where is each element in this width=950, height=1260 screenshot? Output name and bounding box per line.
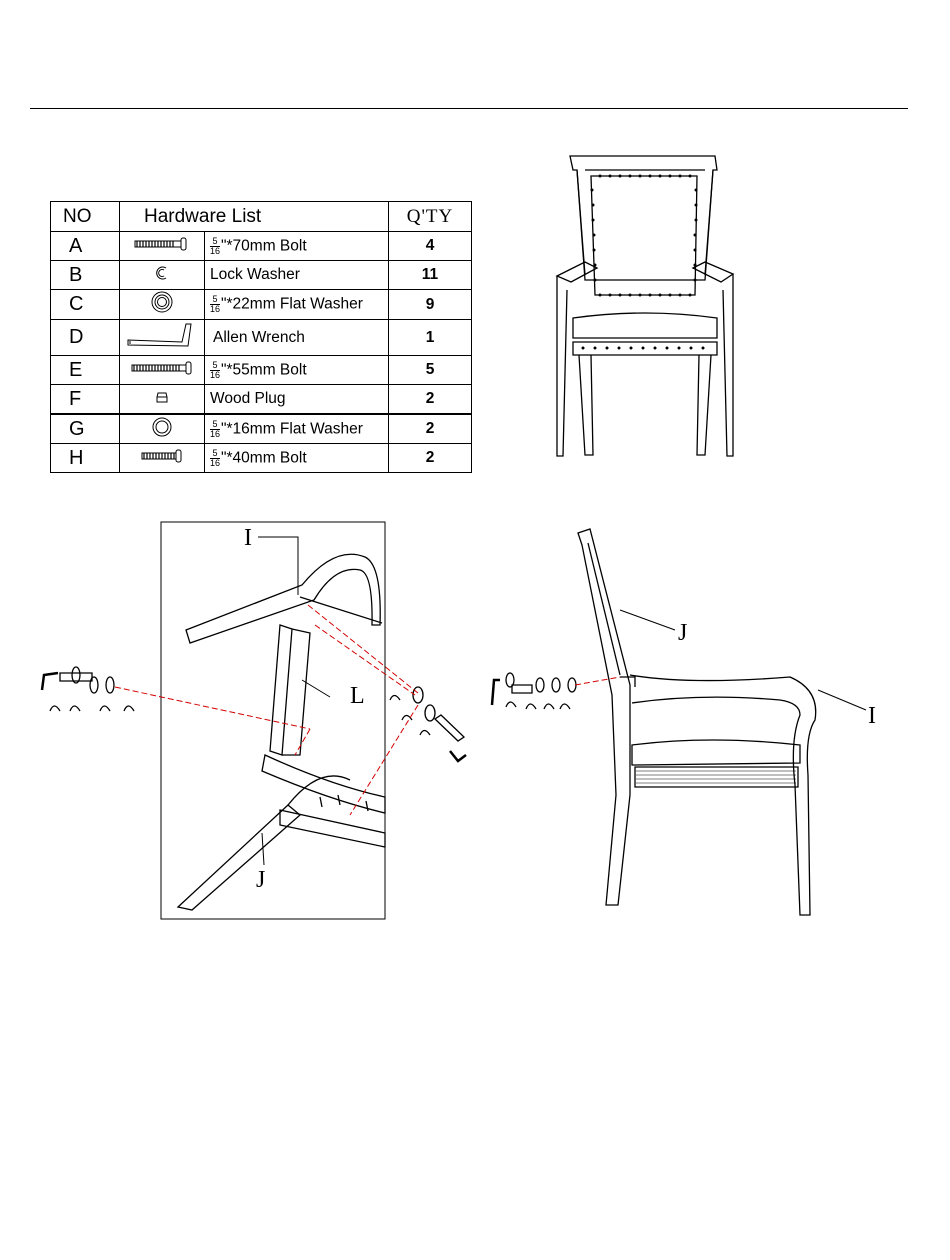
row-desc: $\frac{5}{16}$ "*55mm Bolt xyxy=(205,356,389,385)
table-row xyxy=(51,320,472,356)
short-bolt-icon xyxy=(120,444,205,473)
table-header-row xyxy=(51,202,472,232)
header-hardware-list: Hardware List xyxy=(120,202,389,232)
row-desc: $\frac{5}{16}$ "*16mm Flat Washer xyxy=(205,414,389,444)
row-qty: 9 xyxy=(389,290,472,320)
row-desc: $\frac{5}{16}$ "*40mm Bolt xyxy=(205,444,389,473)
table-row xyxy=(51,261,472,290)
header-qty: Q'TY xyxy=(389,202,472,232)
allen-wrench-icon xyxy=(120,320,205,356)
row-no: G xyxy=(51,414,120,444)
callout-back-leg-label: J xyxy=(256,867,266,893)
row-qty: 4 xyxy=(389,232,472,261)
row-desc: $\frac{5}{16}$ "*70mm Bolt xyxy=(205,232,389,261)
row-qty: 1 xyxy=(389,320,472,356)
callout-arm-post-label: L xyxy=(350,683,365,709)
table-row xyxy=(51,414,472,444)
row-desc: $\frac{5}{16}$ "*22mm Flat Washer xyxy=(205,290,389,320)
table-row xyxy=(51,385,472,415)
chair-side-view-illustration xyxy=(470,525,890,920)
hardware-table xyxy=(50,201,472,473)
row-desc: Allen Wrench xyxy=(205,320,389,356)
row-qty: 2 xyxy=(389,414,472,444)
chair-front-view-illustration xyxy=(555,150,735,462)
header-no: NO xyxy=(51,202,120,232)
table-row xyxy=(51,356,472,385)
row-no: A xyxy=(51,232,120,261)
long-bolt-icon xyxy=(120,232,205,261)
medium-bolt-icon xyxy=(120,356,205,385)
callout-arm-label-side: I xyxy=(868,703,876,729)
table-row xyxy=(51,290,472,320)
wood-plug-icon xyxy=(120,385,205,415)
flat-washer-small-icon xyxy=(120,414,205,444)
row-desc: Wood Plug xyxy=(205,385,389,415)
row-no: D xyxy=(51,320,120,356)
table-row xyxy=(51,232,472,261)
row-qty: 2 xyxy=(389,385,472,415)
row-desc: Lock Washer xyxy=(205,261,389,290)
row-no: C xyxy=(51,290,120,320)
header-rule xyxy=(30,108,908,109)
table-row xyxy=(51,444,472,473)
row-no: B xyxy=(51,261,120,290)
exploded-assembly-view xyxy=(30,515,480,925)
row-qty: 5 xyxy=(389,356,472,385)
row-no: H xyxy=(51,444,120,473)
callout-back-label: J xyxy=(678,620,688,646)
flat-washer-large-icon xyxy=(120,290,205,320)
row-no: E xyxy=(51,356,120,385)
lock-washer-icon xyxy=(120,261,205,290)
row-qty: 11 xyxy=(389,261,472,290)
callout-arm-label: I xyxy=(244,525,252,551)
row-qty: 2 xyxy=(389,444,472,473)
row-no: F xyxy=(51,385,120,415)
